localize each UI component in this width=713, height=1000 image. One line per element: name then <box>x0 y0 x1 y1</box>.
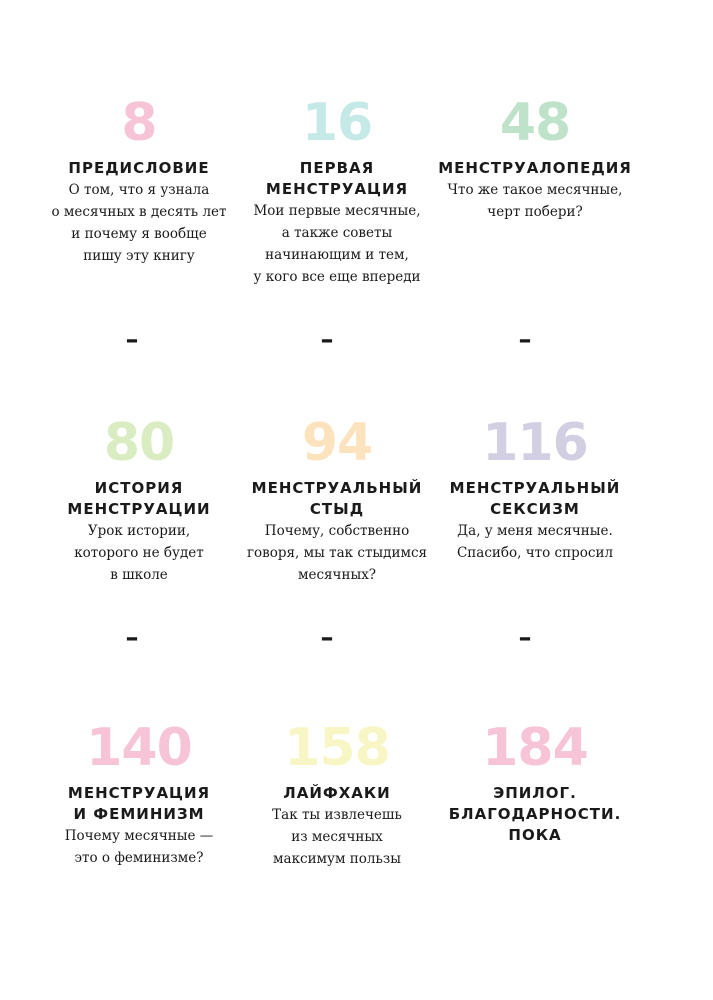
separator-dash: – <box>320 325 334 355</box>
toc-entry-preface[interactable] <box>40 94 238 414</box>
page-number: 16 <box>301 93 373 153</box>
chapter-description: Что же такое месячные, черт побери? <box>447 182 623 220</box>
page-number: 158 <box>284 718 390 778</box>
page-number: 80 <box>103 413 175 473</box>
toc-entry-menstrualopedia[interactable] <box>436 94 634 414</box>
chapter-description: Да, у меня месячные. Спасибо, что спросил <box>456 523 614 561</box>
toc-entry-lifehacks[interactable] <box>238 719 436 919</box>
toc-entry-shame[interactable] <box>238 414 436 719</box>
separator-dash: – <box>518 325 532 355</box>
page-number: 116 <box>482 413 588 473</box>
separator-dash: – <box>320 623 334 653</box>
chapter-title: МЕНСТРУАЛЬНЫЙ СЕКСИЗМ <box>449 479 621 518</box>
chapter-description: Урок истории, которого не будет в школе <box>74 523 204 583</box>
chapter-description: Почему, собственно говоря, мы так стыдимся месячных? <box>246 523 428 583</box>
toc-entry-history[interactable] <box>40 414 238 719</box>
chapter-title: ИСТОРИЯ МЕНСТРУАЦИИ <box>67 479 211 518</box>
chapter-title: ЭПИЛОГ. БЛАГОДАРНОСТИ. ПОКА <box>448 784 622 844</box>
chapter-title: ПЕРВАЯ МЕНСТРУАЦИЯ <box>265 159 409 198</box>
toc-entry-first-menstruation[interactable] <box>238 94 436 414</box>
chapter-description: О том, что я узнала о месячных в десять лет и почему я вообще пишу эту книгу <box>51 182 227 264</box>
toc-entry-feminism[interactable] <box>40 719 238 919</box>
toc-entry-sexism[interactable] <box>436 414 634 719</box>
separator-dash: – <box>518 623 532 653</box>
chapter-description: Почему месячные — это о феминизме? <box>64 828 214 866</box>
page-number: 8 <box>121 93 157 153</box>
chapter-title: МЕНСТРУАЦИЯ И ФЕМИНИЗМ <box>67 784 211 823</box>
chapter-title: ПРЕДИСЛОВИЕ <box>68 159 210 177</box>
page-number: 94 <box>301 413 373 473</box>
page-number: 48 <box>499 93 571 153</box>
chapter-title: МЕНСТРУАЛОПЕДИЯ <box>438 159 632 177</box>
page-number: 184 <box>482 718 588 778</box>
table-of-contents <box>40 94 635 919</box>
separator-dash: – <box>125 325 139 355</box>
chapter-title: ЛАЙФХАКИ <box>283 784 391 802</box>
chapter-title: МЕНСТРУАЛЬНЫЙ СТЫД <box>251 479 423 518</box>
chapter-description: Так ты извлечешь из месячных максимум пользы <box>272 807 402 867</box>
separator-dash: – <box>125 623 139 653</box>
chapter-description: Мои первые месячные, а также советы начинающим и тем, у кого все еще впереди <box>253 203 421 285</box>
toc-entry-epilogue[interactable] <box>436 719 634 919</box>
page-number: 140 <box>86 718 192 778</box>
